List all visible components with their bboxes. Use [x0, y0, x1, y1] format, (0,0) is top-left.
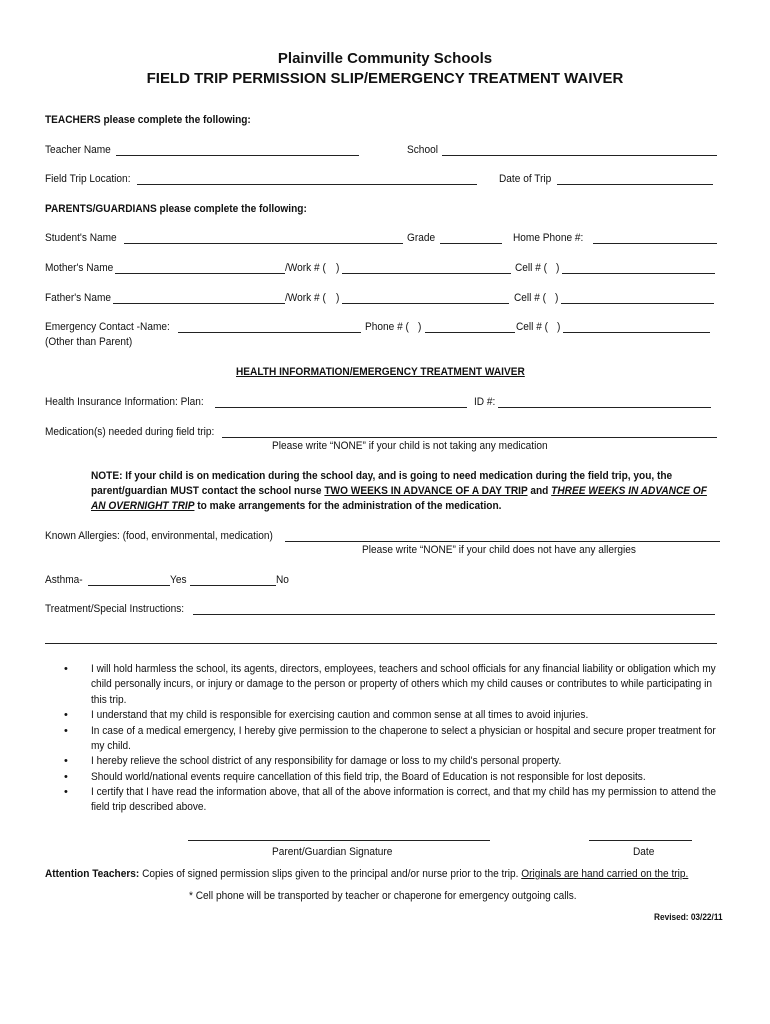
home-phone-label: Home Phone #: [513, 232, 584, 244]
teachers-heading: TEACHERS please complete the following: [45, 114, 251, 126]
other-than-parent-label: (Other than Parent) [45, 336, 133, 348]
emergency-cell-label: Cell # ( [516, 321, 549, 333]
mother-name-label: Mother's Name [45, 262, 114, 274]
teacher-name-label: Teacher Name [45, 144, 111, 156]
attention-text: Copies of signed permission slips given to the principal and/or nurse prior to the trip. [139, 868, 522, 880]
list-item [64, 754, 724, 770]
note-overnight: AN OVERNIGHT TRIP [91, 500, 195, 512]
emergency-phone-label: Phone # ( [365, 321, 409, 333]
attention-underlined: Originals are hand carried on the trip. [521, 868, 689, 880]
asthma-yes-field[interactable] [88, 585, 170, 586]
location-field[interactable] [137, 184, 477, 185]
father-work-paren: ) [336, 292, 340, 304]
bullet-icon: • [64, 663, 68, 675]
parents-heading: PARENTS/GUARDIANS please complete the following: [45, 203, 307, 215]
bullet-icon: • [64, 771, 68, 783]
list-item [64, 770, 724, 786]
treatment-label: Treatment/Special Instructions: [45, 603, 185, 615]
cell-phone-note: * Cell phone will be transported by teacher or chaperone for emergency outgoing calls. [189, 890, 577, 902]
medication-field[interactable] [222, 437, 717, 438]
treatment-field[interactable] [193, 614, 715, 615]
school-field[interactable] [442, 155, 717, 156]
father-work-field[interactable] [342, 303, 509, 304]
bullet-text: I understand that my child is responsible for exercising caution and common sense at all times to avoid injuries. [91, 709, 589, 721]
emergency-cell-paren: ) [557, 321, 561, 333]
attention-label: Attention Teachers: [45, 868, 140, 880]
bullet-icon: • [64, 755, 68, 767]
father-cell-paren: ) [555, 292, 559, 304]
list-item [64, 708, 724, 724]
emergency-contact-field[interactable] [178, 332, 361, 333]
bullet-icon: • [64, 786, 68, 798]
insurance-label: Health Insurance Information: Plan: [45, 396, 204, 408]
attention-line [45, 868, 688, 881]
bullet-text: In case of a medical emergency, I hereby give permission to the chaperone to select a physician or hospital and secure proper treatment for my child. [91, 725, 716, 753]
asthma-yes-label: Yes [170, 574, 187, 586]
revised-date: Revised: 03/22/11 [654, 912, 723, 922]
date-of-trip-label: Date of Trip [499, 173, 552, 185]
insurance-id-label: ID #: [474, 396, 496, 408]
signature-date-field[interactable] [589, 840, 692, 841]
grade-label: Grade [407, 232, 436, 244]
medication-note: Please write “NONE” if your child is not taking any medication [272, 440, 548, 452]
note-three-weeks: THREE WEEKS IN ADVANCE OF [551, 485, 707, 497]
asthma-no-field[interactable] [190, 585, 276, 586]
treatment-field-line-2[interactable] [45, 643, 717, 644]
list-item [64, 785, 724, 815]
signature-date-label: Date [633, 846, 655, 858]
health-heading: HEALTH INFORMATION/EMERGENCY TREATMENT WAIVER [236, 366, 525, 378]
bullet-text: Should world/national events require cancellation of this field trip, the Board of Education is not responsible for lost deposits. [91, 771, 646, 783]
allergies-label: Known Allergies: (food, environmental, medication) [45, 530, 273, 542]
parent-signature-label: Parent/Guardian Signature [272, 846, 393, 858]
date-of-trip-field[interactable] [557, 184, 713, 185]
mother-cell-field[interactable] [562, 273, 715, 274]
location-label: Field Trip Location: [45, 173, 131, 185]
note-line-1: NOTE: If your child is on medication during the school day, and is going to need medication during the field trip, you, the [91, 470, 673, 482]
asthma-label: Asthma- [45, 574, 83, 586]
student-name-field[interactable] [124, 243, 403, 244]
grade-field[interactable] [440, 243, 502, 244]
emergency-phone-field[interactable] [425, 332, 515, 333]
father-work-label: /Work # ( [285, 292, 326, 304]
bullet-text: I certify that I have read the information above, that all of the above information is correct, and that my child has my permission to attend the field trip described above. [91, 786, 716, 814]
note-line-2a: parent/guardian MUST contact the school nurse [91, 485, 325, 497]
mother-cell-label: Cell # ( [515, 262, 548, 274]
insurance-id-field[interactable] [498, 407, 711, 408]
note-line-2 [91, 485, 707, 498]
mother-work-label: /Work # ( [285, 262, 326, 274]
mother-work-paren: ) [336, 262, 340, 274]
father-name-label: Father's Name [45, 292, 112, 304]
bullet-icon: • [64, 709, 68, 721]
father-cell-label: Cell # ( [514, 292, 547, 304]
list-item [64, 662, 724, 708]
list-item [64, 724, 724, 754]
emergency-cell-field[interactable] [563, 332, 710, 333]
father-cell-field[interactable] [561, 303, 714, 304]
note-line-3b: to make arrangements for the administration of the medication. [194, 500, 502, 512]
allergies-field[interactable] [285, 541, 720, 542]
mother-name-field[interactable] [115, 273, 285, 274]
emergency-contact-label: Emergency Contact -Name: [45, 321, 170, 333]
bullet-text: I will hold harmless the school, its agents, directors, employees, teachers and school officials for any financial liability or obligation which my child personally incurs, or injury or damage to the person or property of others which my child causes or contributes to while participating in this trip. [91, 663, 716, 706]
school-label: School [407, 144, 438, 156]
bullet-icon: • [64, 725, 68, 737]
bullet-text: I hereby relieve the school district of any responsibility for damage or loss to my child's personal property. [91, 755, 562, 767]
home-phone-field[interactable] [593, 243, 717, 244]
father-name-field[interactable] [113, 303, 285, 304]
insurance-plan-field[interactable] [215, 407, 467, 408]
mother-work-field[interactable] [342, 273, 511, 274]
allergies-note: Please write “NONE” if your child does not have any allergies [362, 544, 636, 556]
note-line-2c: and [527, 485, 552, 497]
medication-label: Medication(s) needed during field trip: [45, 426, 215, 438]
mother-cell-paren: ) [556, 262, 560, 274]
note-line-3 [91, 500, 501, 513]
org-name: Plainville Community Schools [277, 50, 493, 67]
parent-signature-field[interactable] [188, 840, 490, 841]
emergency-phone-paren: ) [418, 321, 422, 333]
form-title: FIELD TRIP PERMISSION SLIP/EMERGENCY TREATMENT WAIVER [146, 70, 624, 87]
asthma-no-label: No [276, 574, 289, 586]
student-name-label: Student's Name [45, 232, 117, 244]
note-two-weeks: TWO WEEKS IN ADVANCE OF A DAY TRIP [324, 485, 528, 497]
teacher-name-field[interactable] [116, 155, 359, 156]
